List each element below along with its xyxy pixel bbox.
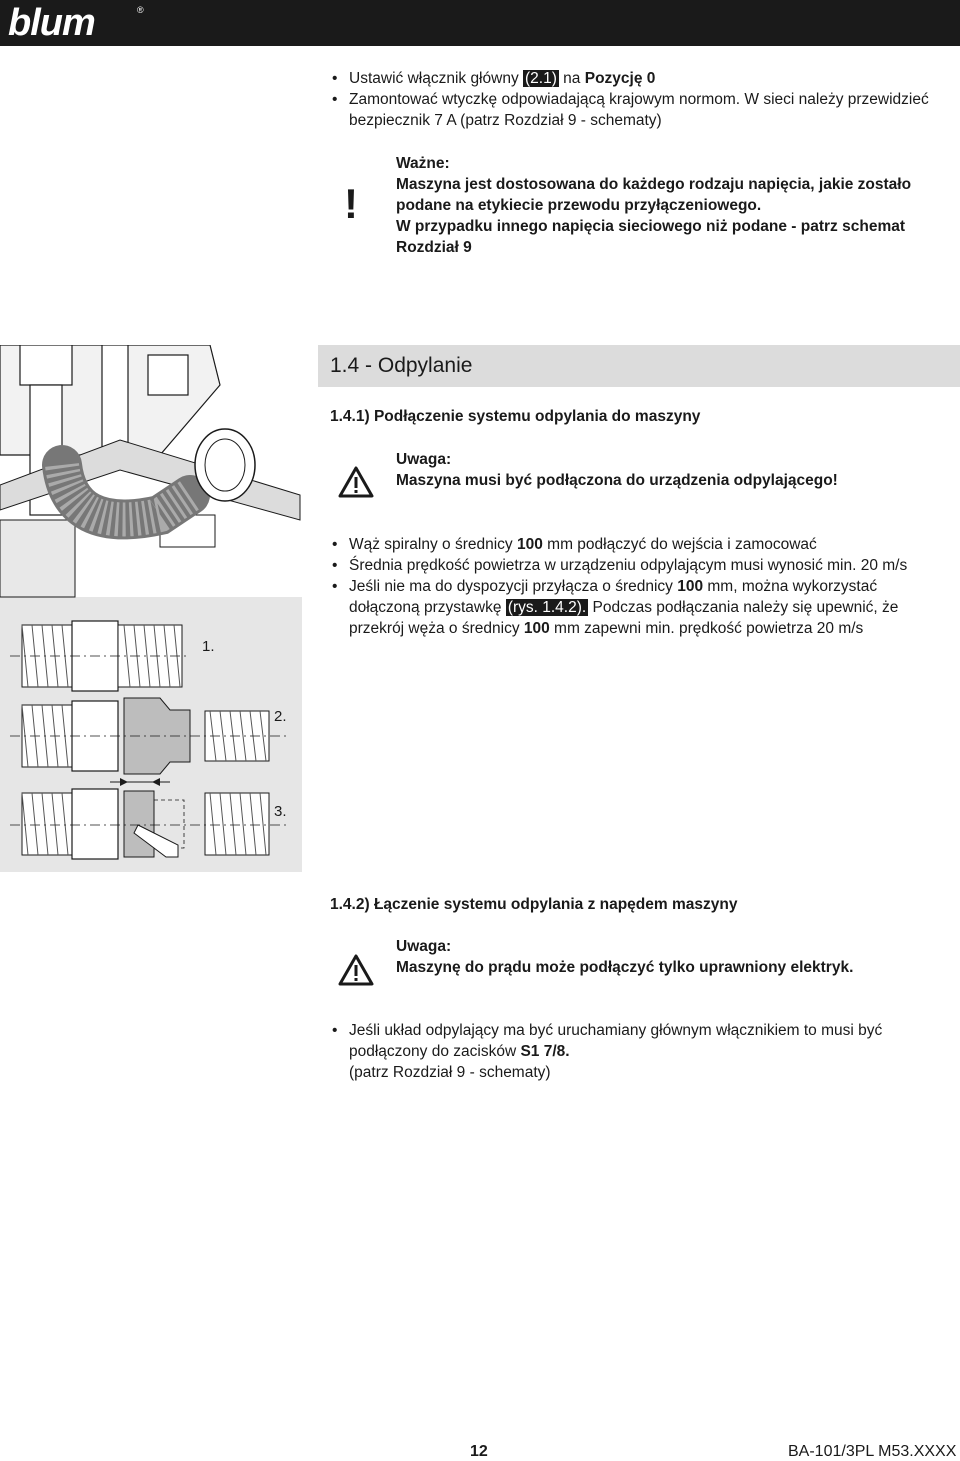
important-note: Ważne: Maszyna jest dostosowana do każdego rodzaju napięcia, jakie zostało podane na etykiecie przewodu przyłączeniowego. W przypadku innego napięcia sieciowego niż podane - patrz schemat Rozdział 9 [396,153,956,258]
registered-mark: ® [137,5,144,15]
list-item: • Średnia prędkość powietrza w urządzeniu odpylającym musi wynosić min. 20 m/s [330,555,950,576]
list-item: • Zamontować wtyczkę odpowiadającą krajowym normom. W sieci należy przewidzieć bezpiecznik 7 A (patrz Rozdział 9 - schematy) [330,89,950,131]
figure-reference: (rys. 1.4.2). [507,599,587,616]
brand-logo: blum [8,2,95,44]
warning-title: Uwaga: [396,938,452,955]
section-title: 1.4 - Odpylanie [330,354,473,377]
warning-title: Uwaga: [396,451,452,468]
step-label-3: 3. [274,803,287,820]
dust-extraction-illustration [0,345,302,872]
wiring-list [330,1020,950,1083]
warning-triangle-icon [338,954,374,986]
step-label-1: 1. [202,638,215,655]
exclamation-icon: ! [344,180,358,227]
subsection-title-2: 1.4.2) Łączenie systemu odpylania z napędem maszyny [330,896,738,913]
warning-note-2: Uwaga: Maszynę do prądu może podłączyć tylko uprawniony elektryk. [396,938,854,976]
intro-list [330,68,950,131]
list-item: • Wąż spiralny o średnicy 100 mm podłączyć do wejścia i zamocować [330,534,950,555]
warning-triangle-icon [338,466,374,498]
warning-note-1: Uwaga: Maszyna musi być podłączona do urządzenia odpylającego! [396,451,838,489]
header-bar [0,0,960,46]
list-item: • Ustawić włącznik główny (2.1) na Pozycję 0 [330,68,950,89]
subsection-title-1: 1.4.1) Podłączenie systemu odpylania do maszyny [330,408,701,425]
list-item: • Jeśli układ odpylający ma być uruchamiany głównym włącznikiem to musi być podłączony do zacisków S1 7/8. (patrz Rozdział 9 - schematy) [330,1020,950,1083]
list-item: • Jeśli nie ma do dyspozycji przyłącza o średnicy 100 mm, można wykorzystać dołączoną przystawkę (rys. 1.4.2). Podczas podłączania należy się upewnić, że przekrój węża o średnicy 100 mm zapewni min. prędkość powietrza 20 m/s [330,576,950,639]
page-number: 12 [470,1443,488,1460]
document-code: BA-101/3PL M53.XXXX [788,1443,957,1460]
step-label-2: 2. [274,708,287,725]
figure-reference: (2.1) [525,70,557,87]
connection-steps-list [330,534,950,639]
note-title: Ważne: [396,155,450,172]
